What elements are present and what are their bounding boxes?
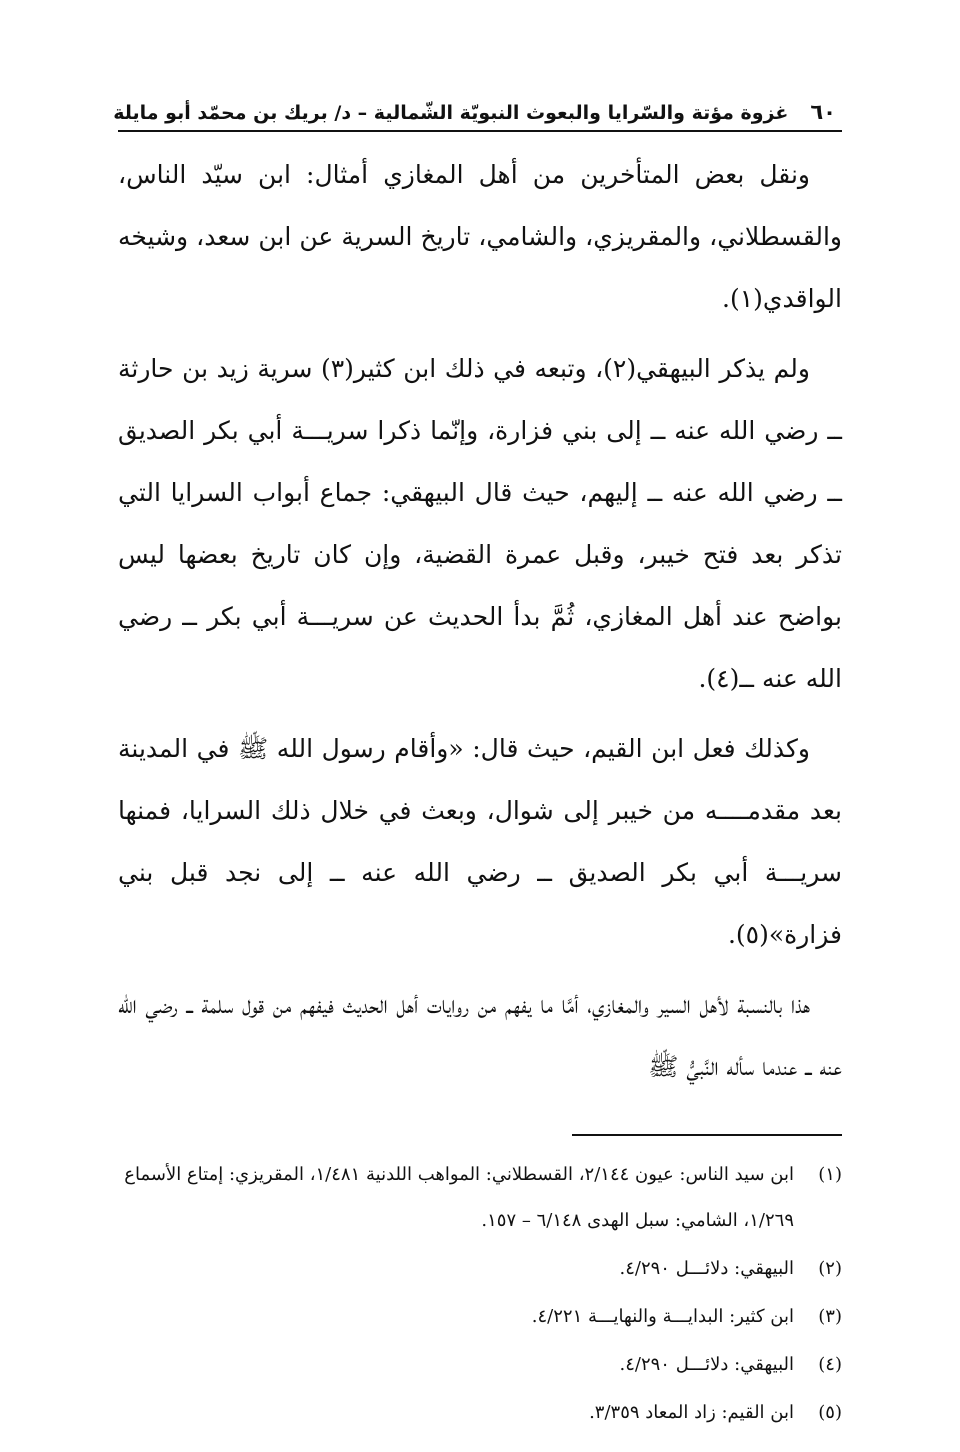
footnote-number: (١) bbox=[818, 1164, 842, 1185]
page bbox=[113, 100, 842, 1452]
footnote-item bbox=[118, 1342, 842, 1388]
footnote-text: ابن القيم: زاد المعاد ٣/٣٥٩. bbox=[589, 1402, 794, 1423]
footnotes-list bbox=[118, 1152, 842, 1436]
footnote-item bbox=[118, 1246, 842, 1292]
header-title: غزوة مؤتة والسّرايا والبعوث النبويّة الشّمالية – د/ بريك بن محمّد أبو مايلة bbox=[113, 102, 789, 124]
footnote-text: ابن كثير: البدايـــة والنهايـــة ٤/٢٢١. bbox=[531, 1306, 794, 1327]
footnote-number: (٥) bbox=[818, 1402, 842, 1423]
footnote-number: (٤) bbox=[818, 1354, 842, 1375]
running-header bbox=[113, 100, 842, 132]
footnote-item bbox=[118, 1294, 842, 1340]
footnote-divider bbox=[572, 1134, 842, 1136]
footnote-number: (٣) bbox=[818, 1306, 842, 1327]
paragraph: ولم يذكر البيهقي(٢)، وتبعه في ذلك ابن كثير(٣) سرية زيد بن حارثة ــ رضي الله عنه ــ إلى بني فزارة، وإنّما ذكرا سريـــة أبي بكر الصديق ــ رضي الله عنه ــ إليهم، حيث قال البيهقي: جماع أبواب السرايا التي تذكر بعد فتح خيبر، وقبل عمرة القضية، وإن كان تاريخ بعضها ليس بواضح عند أهل المغازي، ثُمَّ بدأ الحديث عن سريـــة أبي بكر ــ رضي الله عنه ــ(٤). bbox=[118, 354, 842, 693]
footnote-text: ابن سيد الناس: عيون ٢/١٤٤، القسطلاني: المواهب اللدنية ١/٤٨١، المقريزي: إمتاع الأسماع ١/٢٦٩، الشامي: سبل الهدى ٦/١٤٨ – ١٥٧. bbox=[124, 1164, 794, 1231]
footnote-item bbox=[118, 1152, 842, 1244]
footnote-number: (٢) bbox=[818, 1258, 842, 1279]
footnote-text: البيهقي: دلائـــل ٤/٢٩٠. bbox=[619, 1258, 794, 1279]
paragraph: ونقل بعض المتأخرين من أهل المغازي أمثال: ابن سيّد الناس، والقسطلاني، والمقريزي، والشامي، تاريخ السرية عن ابن سعد، وشيخه الواقدي(١). bbox=[118, 160, 842, 313]
paragraph: هذا بالنسبة لأهل السير والمغازي، أمَّا ما يفهم من روايات أهل الحديث فيفهم من قول سلمة ــ رضي الله عنه ــ عندما سأله النَّبيُّ ﷺ bbox=[118, 990, 842, 1081]
body-text bbox=[118, 144, 842, 1098]
page-number: ٦٠ bbox=[810, 100, 836, 124]
footnote-item bbox=[118, 1390, 842, 1436]
footnote-text: البيهقي: دلائـــل ٤/٢٩٠. bbox=[619, 1354, 794, 1375]
paragraph: وكذلك فعل ابن القيم، حيث قال: «وأقام رسول الله ﷺ في المدينة بعد مقدمــــه من خيبر إلى شوال، وبعث في خلال ذلك السرايا، فمنها سريـــة أبي بكر الصديق ــ رضي الله عنه ــ إلى نجد قبل بني فزارة»(٥). bbox=[118, 734, 842, 949]
